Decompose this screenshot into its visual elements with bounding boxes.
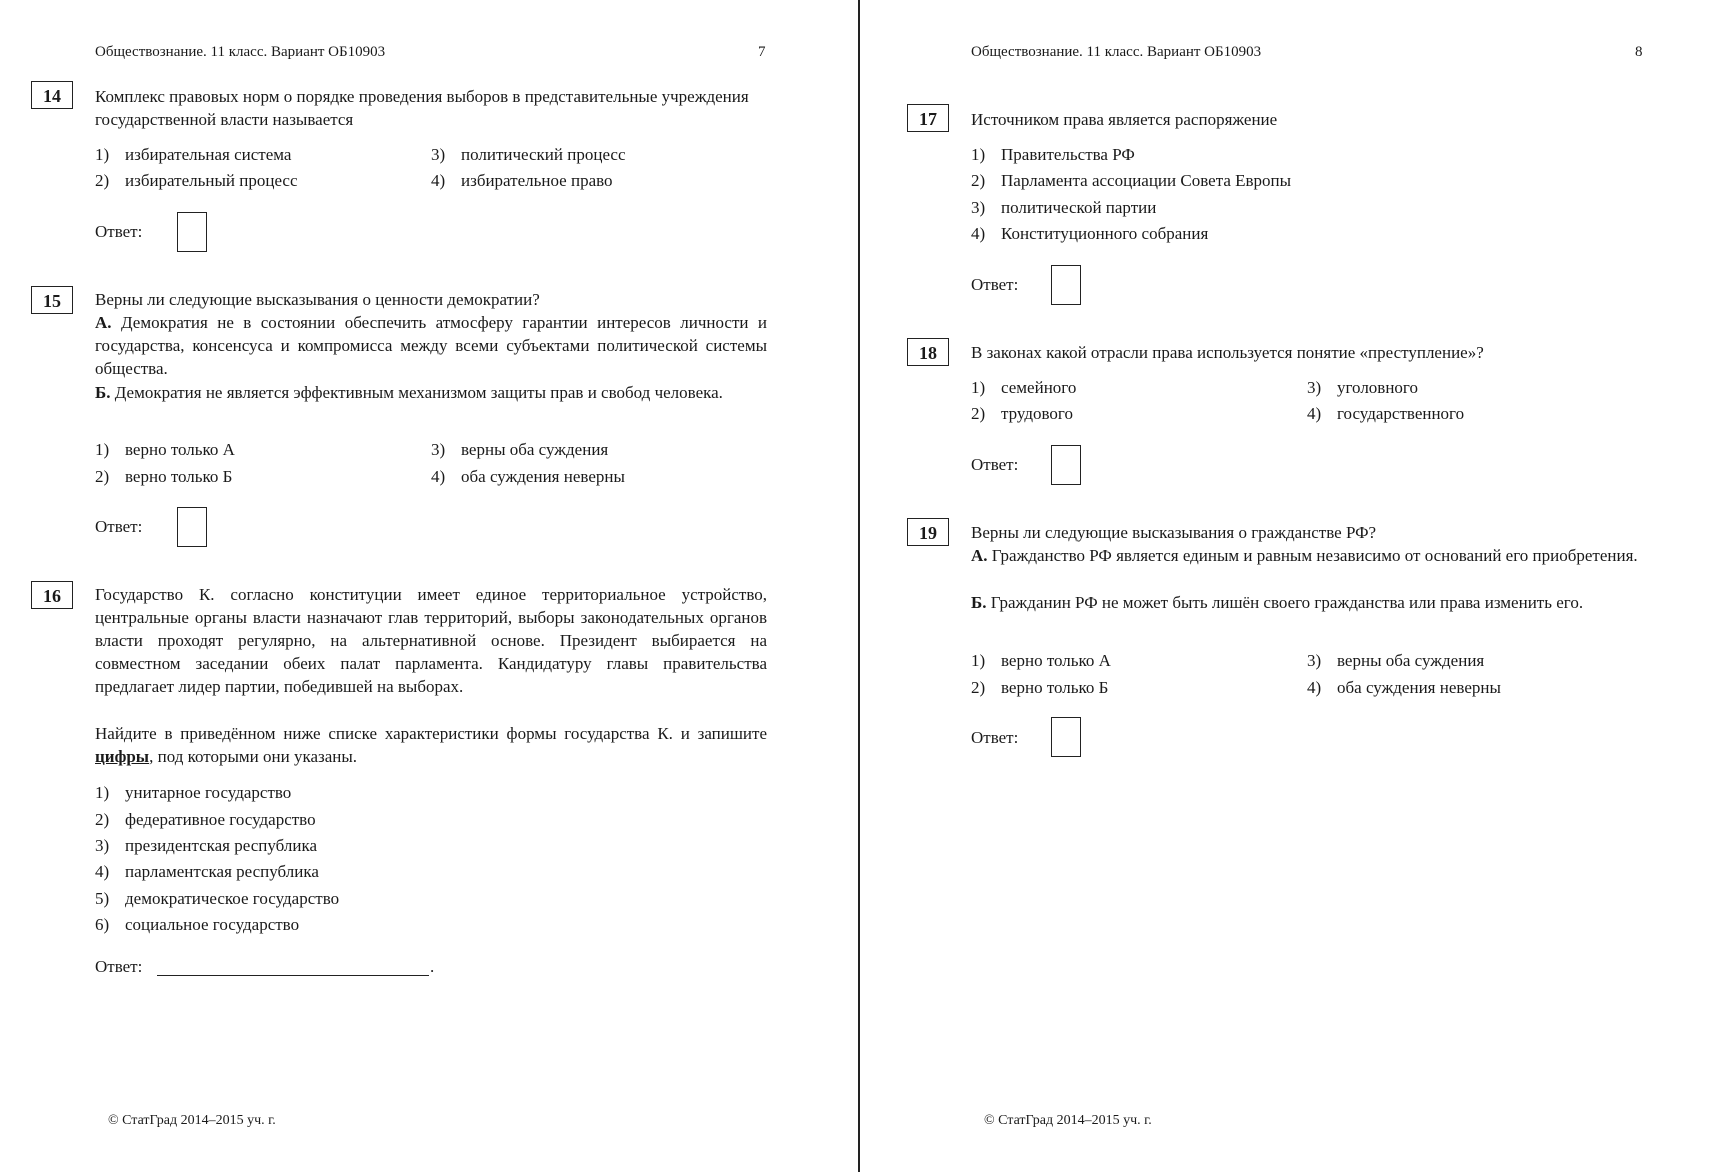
option: 1) унитарное государство (95, 783, 292, 802)
question-number: 16 (31, 581, 73, 609)
question-text: Государство К. согласно конституции имеет единое территориальное устройство, центральные органы власти назначают глав территорий, выборы законодательных органов власти проходят регулярно, на альтернативной основе. Президент выбирается на совместном заседании обеих палат парламента. Кандидатуру главы правительства предлагает лидер партии, победившей на выборах. (95, 585, 767, 696)
option: 1) семейного (971, 378, 1077, 397)
option: 2) федеративное государство (95, 810, 316, 829)
question-number: 17 (907, 104, 949, 132)
option: 2) избирательный процесс (95, 171, 298, 190)
answer-box[interactable] (1051, 445, 1081, 485)
statement-a: А. Демократия не в состоянии обеспечить атмосферу гарантии интересов личности и государства, консенсуса и компромисса между всеми субъектами политической системы общества. (95, 313, 768, 378)
option: 6) социальное государство (95, 915, 300, 934)
statement-b: Б. Демократия не является эффективным механизмом защиты прав и свобод человека. (95, 383, 723, 402)
answer-label: Ответ: (95, 222, 143, 241)
question-text: В законах какой отрасли права используется понятие «преступление»? (971, 343, 1484, 362)
option: 2) Парламента ассоциации Совета Европы (971, 171, 1292, 190)
question-text: Верны ли следующие высказывания о гражданстве РФ? (971, 523, 1377, 542)
question-text: Источником права является распоряжение (971, 110, 1278, 129)
option: 2) верно только Б (971, 678, 1109, 697)
statement-a: А. Гражданство РФ является единым и равным независимо от оснований его приобретения. (971, 546, 1638, 565)
question-number: 19 (907, 518, 949, 546)
option: 4) избирательное право (431, 171, 613, 190)
answer-label: Ответ: (95, 517, 143, 536)
option: 4) оба суждения неверны (431, 467, 625, 486)
option: 3) верны оба суждения (1307, 651, 1485, 670)
page-left (0, 0, 858, 1172)
answer-label: Ответ: (971, 275, 1019, 294)
option: 4) оба суждения неверны (1307, 678, 1501, 697)
answer-end: . (430, 957, 435, 976)
question-instruction: Найдите в приведённом ниже списке характеристики формы государства К. и запишите цифры, под которыми они указаны. (95, 724, 767, 766)
answer-box[interactable] (177, 507, 207, 547)
question-number: 15 (31, 286, 73, 314)
question-text: Верны ли следующие высказывания о ценности демократии? (95, 290, 540, 309)
option: 3) верны оба суждения (431, 440, 609, 459)
option: 3) президентская республика (95, 836, 317, 855)
option: 1) верно только А (971, 651, 1111, 670)
page-number: 7 (758, 44, 766, 60)
question-number: 18 (907, 338, 949, 366)
answer-box[interactable] (177, 212, 207, 252)
answer-label: Ответ: (971, 728, 1019, 747)
option: 3) уголовного (1307, 378, 1418, 397)
page-number: 8 (1635, 44, 1643, 60)
page-footer: © СтатГрад 2014–2015 уч. г. (108, 1113, 276, 1128)
answer-box[interactable] (1051, 265, 1081, 305)
question-text: Комплекс правовых норм о порядке проведения выборов в представительные учреждения государственной власти называется (95, 87, 749, 129)
page-header: Обществознание. 11 класс. Вариант ОБ10903 (95, 44, 386, 60)
question-number: 14 (31, 81, 73, 109)
option: 1) избирательная система (95, 145, 292, 164)
option: 4) государственного (1307, 404, 1465, 423)
option: 5) демократическое государство (95, 889, 340, 908)
option: 2) верно только Б (95, 467, 233, 486)
answer-label: Ответ: (971, 455, 1019, 474)
answer-label: Ответ: (95, 957, 143, 976)
option: 3) политической партии (971, 198, 1157, 217)
option: 1) верно только А (95, 440, 235, 459)
answer-line[interactable] (157, 975, 429, 976)
option: 4) Конституционного собрания (971, 224, 1209, 243)
answer-box[interactable] (1051, 717, 1081, 757)
page-right (860, 0, 1718, 1172)
page-footer: © СтатГрад 2014–2015 уч. г. (984, 1113, 1152, 1128)
option: 1) Правительства РФ (971, 145, 1135, 164)
option: 3) политический процесс (431, 145, 626, 164)
option: 2) трудового (971, 404, 1073, 423)
statement-b: Б. Гражданин РФ не может быть лишён своего гражданства или права изменить его. (971, 593, 1584, 612)
option: 4) парламентская республика (95, 862, 319, 881)
page-header: Обществознание. 11 класс. Вариант ОБ10903 (971, 44, 1262, 60)
